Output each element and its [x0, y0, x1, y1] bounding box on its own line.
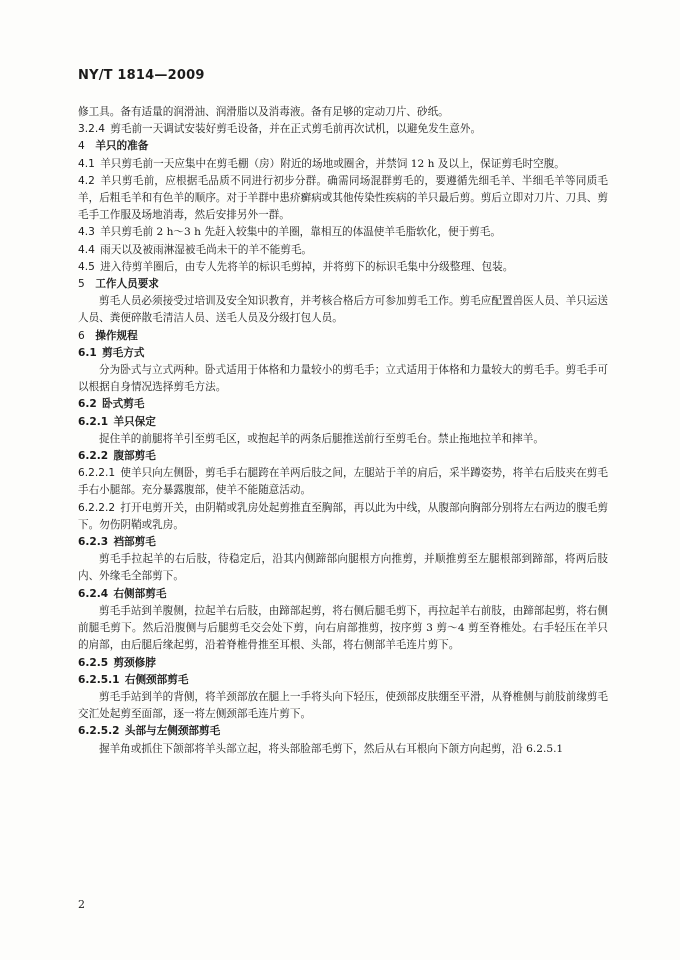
numbered-paragraph — [78, 242, 608, 259]
clause-number: 6.2.2 — [78, 450, 109, 463]
clause-text: 羊只的准备 — [95, 140, 149, 153]
body-paragraph — [78, 551, 608, 585]
subsection-heading — [78, 448, 608, 465]
clause-number: 4.3 — [78, 226, 95, 239]
body-paragraph — [78, 741, 608, 758]
clause-text: 卧式剪毛 — [102, 398, 145, 411]
subsection-heading — [78, 396, 608, 413]
body-paragraph — [78, 293, 608, 327]
subsection-heading — [78, 414, 608, 431]
subsection-heading — [78, 586, 608, 603]
clause-text: 分为卧式与立式两种。卧式适用于体格和力量较小的剪毛手；立式适用于体格和力量较大的剪毛手。剪毛手可以根据自身情况选择剪毛方法。 — [78, 364, 608, 394]
section-heading — [78, 276, 608, 293]
document-body — [78, 104, 608, 758]
subsection-heading — [78, 345, 608, 362]
numbered-paragraph — [78, 465, 608, 499]
body-paragraph — [78, 431, 608, 448]
section-heading — [78, 138, 608, 155]
clause-number: 6.1 — [78, 346, 97, 359]
clause-text: 羊只剪毛前一天应集中在剪毛棚（房）附近的场地或圈舍，并禁饲 12 h 及以上，保证剪毛时空腹。 — [100, 157, 565, 170]
clause-text: 捉住羊的前腿将羊引至剪毛区，或抱起羊的两条后腿推送前行至剪毛台。禁止拖地拉羊和摔羊。 — [99, 432, 544, 445]
clause-text: 进入待剪羊圈后，由专人先将羊的标识毛剪掉，并将剪下的标识毛集中分级整理、包装。 — [100, 260, 514, 273]
numbered-paragraph — [78, 156, 608, 173]
clause-number: 5 — [78, 278, 85, 291]
numbered-paragraph — [78, 104, 608, 121]
clause-text: 腹部剪毛 — [113, 450, 156, 463]
numbered-paragraph — [78, 224, 608, 241]
clause-text: 头部与左侧颈部剪毛 — [124, 725, 221, 738]
body-paragraph — [78, 362, 608, 396]
numbered-paragraph — [78, 500, 608, 534]
clause-text: 打开电剪开关，由阴鞘或乳房处起剪推直至胸部，再以此为中线，从腹部向胸部分别将左右两边的腹毛剪下。勿伤阴鞘或乳房。 — [78, 501, 608, 531]
clause-number: 6.2 — [78, 398, 97, 411]
clause-text: 使羊只向左侧卧，剪毛手右腿跨在羊两后肢之间，左腿站于羊的肩后，采半蹲姿势，将羊右后肢夹在剪毛手右小腿部。充分暴露腹部，使羊不能随意活动。 — [78, 467, 608, 497]
clause-text: 剪颈修脖 — [113, 656, 156, 669]
subsection-heading — [78, 672, 608, 689]
clause-number: 6.2.2.1 — [78, 467, 116, 480]
clause-number: 6.2.3 — [78, 536, 109, 549]
clause-number: 4.5 — [78, 260, 95, 273]
page-number: 2 — [78, 898, 85, 911]
clause-number: 6.2.5.1 — [78, 673, 120, 686]
body-paragraph — [78, 689, 608, 723]
clause-text: 操作规程 — [95, 329, 138, 342]
clause-number: 4 — [78, 140, 85, 153]
clause-text: 右侧颈部剪毛 — [124, 673, 189, 686]
clause-text: 剪毛手拉起羊的右后肢，待稳定后，沿其内侧蹄部向腿根方向推剪，并顺推剪至左腿根部到蹄部，将两后肢内、外缘毛全部剪下。 — [78, 553, 608, 583]
clause-text: 握羊角或抓住下颌部将羊头部立起，将头部脸部毛剪下，然后从右耳根向下颌方向起剪，沿 6.2.5.1 — [99, 742, 564, 755]
numbered-paragraph — [78, 173, 608, 225]
section-heading — [78, 328, 608, 345]
subsection-heading — [78, 723, 608, 740]
numbered-paragraph — [78, 121, 608, 138]
clause-text: 剪毛人员必须接受过培训及安全知识教育，并考核合格后方可参加剪毛工作。剪毛应配置兽医人员、羊只运送人员、粪便碎散毛清洁人员、送毛人员及分级打包人员。 — [78, 295, 608, 325]
clause-text: 剪毛方式 — [102, 346, 145, 359]
clause-number: 3.2.4 — [78, 123, 105, 136]
subsection-heading — [78, 655, 608, 672]
body-paragraph — [78, 603, 608, 655]
clause-number: 6.2.4 — [78, 587, 109, 600]
clause-number: 6.2.5.2 — [78, 725, 120, 738]
clause-text: 羊只剪毛前，应根据毛品质不同进行初步分群。确需同场混群剪毛的，要遵循先细毛羊、半细毛羊等同质毛羊，后粗毛羊和有色羊的顺序。对于羊群中患疥癣病或其他传染性疾病的羊只最后剪。剪后立即对刀片、刀具、剪毛手工作服及场地消毒，然后安排另外一群。 — [78, 174, 608, 222]
clause-text: 雨天以及被雨淋湿被毛尚未干的羊不能剪毛。 — [100, 243, 313, 256]
standard-code-header: NY/T 1814—2009 — [78, 68, 205, 83]
clause-text: 右侧部剪毛 — [113, 587, 167, 600]
clause-text: 裆部剪毛 — [113, 536, 156, 549]
numbered-paragraph — [78, 259, 608, 276]
clause-text: 羊只保定 — [113, 415, 156, 428]
clause-number: 4.2 — [78, 174, 95, 187]
subsection-heading — [78, 534, 608, 551]
clause-text: 剪毛手站到羊腹侧，拉起羊右后肢，由蹄部起剪，将右侧后腿毛剪下，再拉起羊右前肢，由蹄部起剪，将右侧前腿毛剪下。然后沿腹侧与后腿剪毛交会处下剪，向右肩部推剪，按序剪 3 剪～4 剪至脊椎处。右手轻压在羊只的肩部，由后腿后缘起剪，沿着脊椎骨推至耳根、头部，将右侧部羊毛连片剪下。 — [78, 604, 608, 652]
clause-number: 6.2.1 — [78, 415, 109, 428]
clause-number: 6.2.5 — [78, 656, 109, 669]
clause-number: 4.4 — [78, 243, 95, 256]
clause-number: 4.1 — [78, 157, 95, 170]
clause-number: 6.2.2.2 — [78, 501, 116, 514]
clause-text: 修工具。备有适量的润滑油、润滑脂以及消毒液。备有足够的定动刀片、砂纸。 — [78, 106, 449, 118]
clause-text: 工作人员要求 — [95, 278, 159, 291]
clause-text: 剪毛前一天调试安装好剪毛设备，并在正式剪毛前再次试机，以避免发生意外。 — [110, 123, 482, 136]
clause-text: 羊只剪毛前 2 h～3 h 先赶入较集中的羊圈，靠相互的体温使羊毛脂软化，便于剪毛。 — [100, 226, 501, 239]
clause-text: 剪毛手站到羊的背侧，将羊颈部放在腿上一手将头向下轻压，使颈部皮肤绷至平滑，从脊椎侧与前肢前缘剪毛交汇处起剪至面部，逐一将左侧颈部毛连片剪下。 — [78, 690, 608, 721]
clause-number: 6 — [78, 329, 85, 342]
